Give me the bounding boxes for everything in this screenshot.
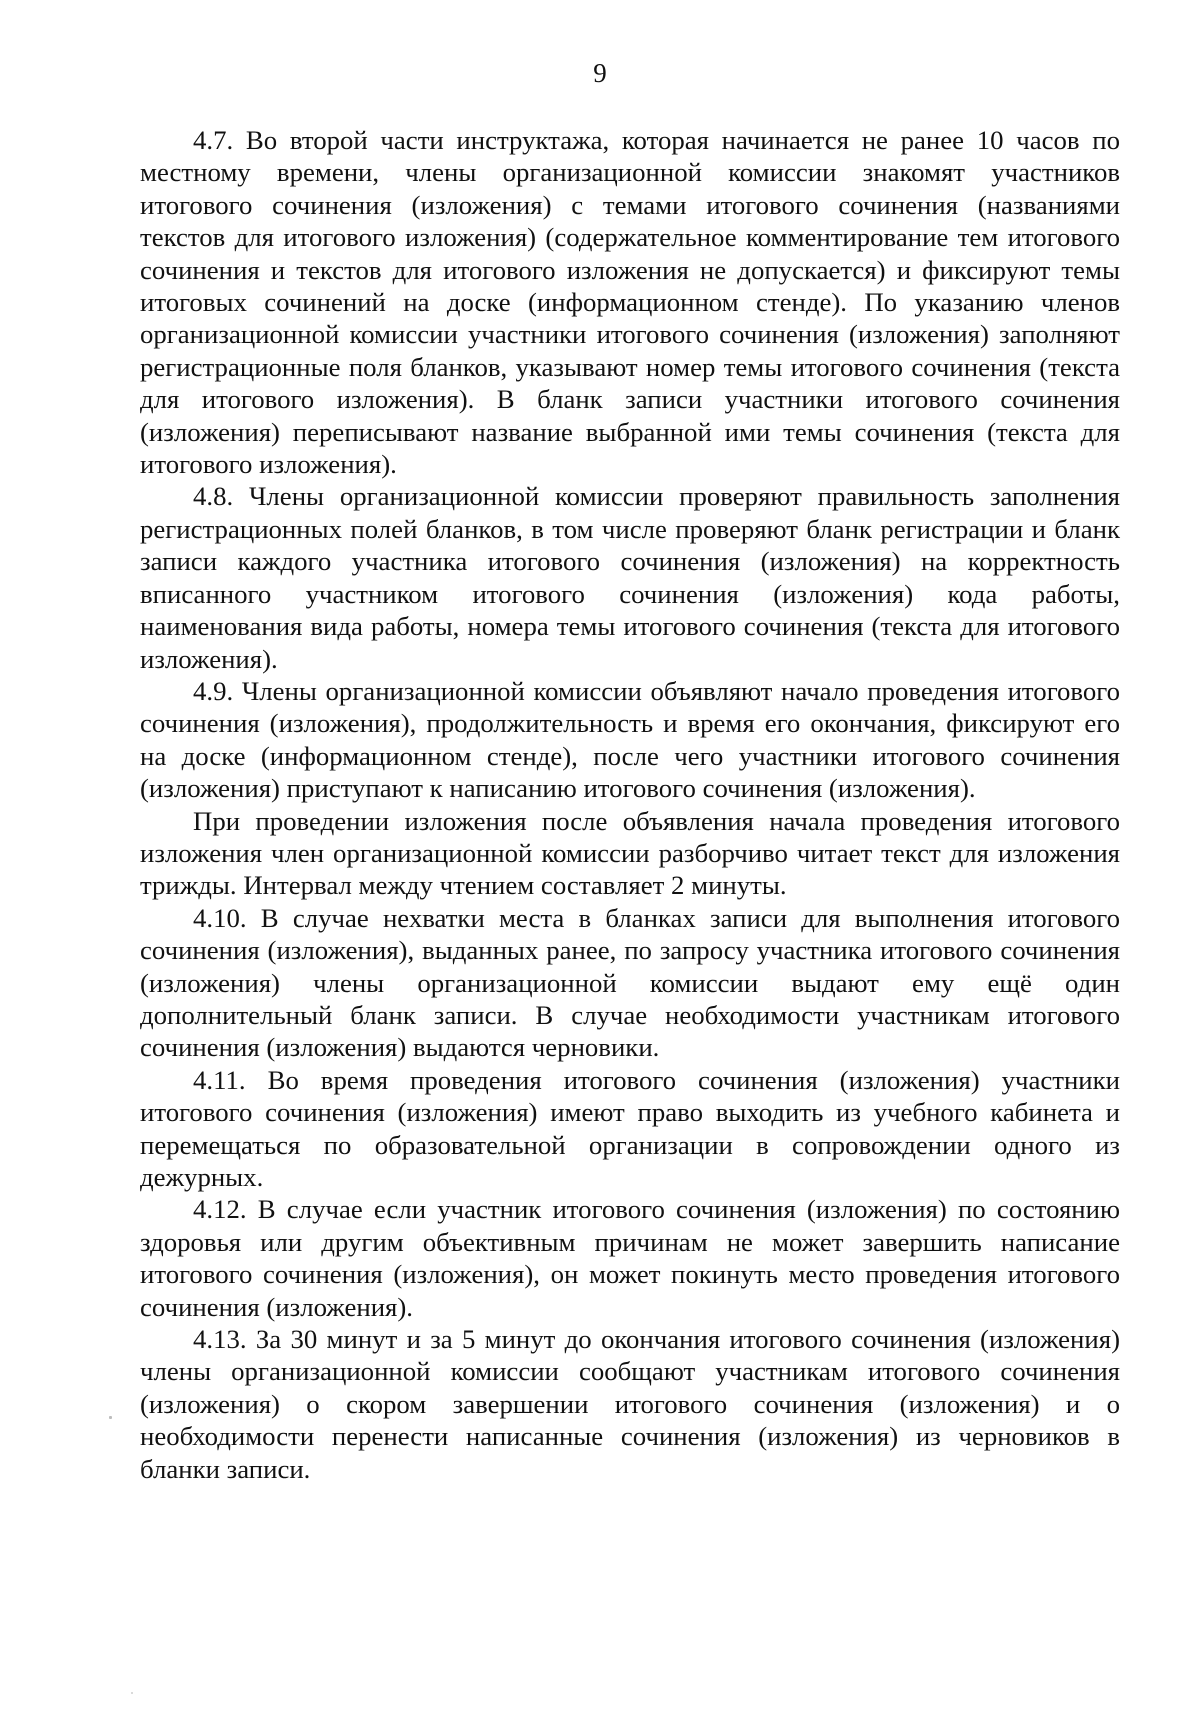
paragraph-4-13: 4.13. За 30 минут и за 5 минут до окончания итогового сочинения (изложения) члены организационной комиссии сообщают участникам итогового сочинения (изложения) о скором завершении итогового сочинения (изложения) и о необходимости перенести написанные сочинения (изложения) из черновиков в бланки записи. xyxy=(140,1324,1120,1484)
paragraph-4-11: 4.11. Во время проведения итогового сочинения (изложения) участники итогового сочинения (изложения) имеют право выходить из учебного кабинета и перемещаться по образовательной организации в сопровождении одного из дежурных. xyxy=(140,1064,1120,1192)
paragraph-4-12: 4.12. В случае если участник итогового сочинения (изложения) по состоянию здоровья или другим объективным причинам не может завершить написание итогового сочинения (изложения), он может покинуть место проведения итогового сочинения (изложения). xyxy=(140,1194,1120,1322)
paragraph-4-10: 4.10. В случае нехватки места в бланках записи для выполнения итогового сочинения (изложения), выданных ранее, по запросу участника итогового сочинения (изложения) члены организационной комиссии выдают ему ещё один дополнительный бланк записи. В случае необходимости участникам итогового сочинения (изложения) выдаются черновики. xyxy=(140,902,1120,1063)
scan-speck xyxy=(131,1692,133,1694)
scan-speck xyxy=(109,1416,112,1419)
page-number: 9 xyxy=(593,58,607,88)
document-body xyxy=(140,124,1120,1485)
paragraph-4-7: 4.7. Во второй части инструктажа, которая начинается не ранее 10 часов по местному времени, члены организационной комиссии знакомят участников итогового сочинения (изложения) с темами итогового сочинения (названиями текстов для итогового изложения) (содержательное комментирование тем итогового сочинения и текстов для итогового изложения не допускается) и фиксируют темы итоговых сочинений на доске (информационном стенде). По указанию членов организационной комиссии участники итогового сочинения (изложения) заполняют регистрационные поля бланков, указывают номер темы итогового сочинения (текста для итогового изложения). В бланк записи участники итогового сочинения (изложения) переписывают название выбранной ими темы сочинения (текста для итогового изложения). xyxy=(140,125,1120,480)
paragraph-reading-procedure: При проведении изложения после объявления начала проведения итогового изложения член организационной комиссии разборчиво читает текст для изложения трижды. Интервал между чтением составляет 2 минуты. xyxy=(140,805,1120,901)
paragraph-4-9: 4.9. Члены организационной комиссии объявляют начало проведения итогового сочинения (изложения), продолжительность и время его окончания, фиксируют его на доске (информационном стенде), после чего участники итогового сочинения (изложения) приступают к написанию итогового сочинения (изложения). xyxy=(140,675,1120,804)
paragraph-4-8: 4.8. Члены организационной комиссии проверяют правильность заполнения регистрационных полей бланков, в том числе проверяют бланк регистрации и бланк записи каждого участника итогового сочинения (изложения) на корректность вписанного участником итогового сочинения (изложения) кода работы, наименования вида работы, номера темы итогового сочинения (текста для итогового изложения). xyxy=(140,481,1120,674)
